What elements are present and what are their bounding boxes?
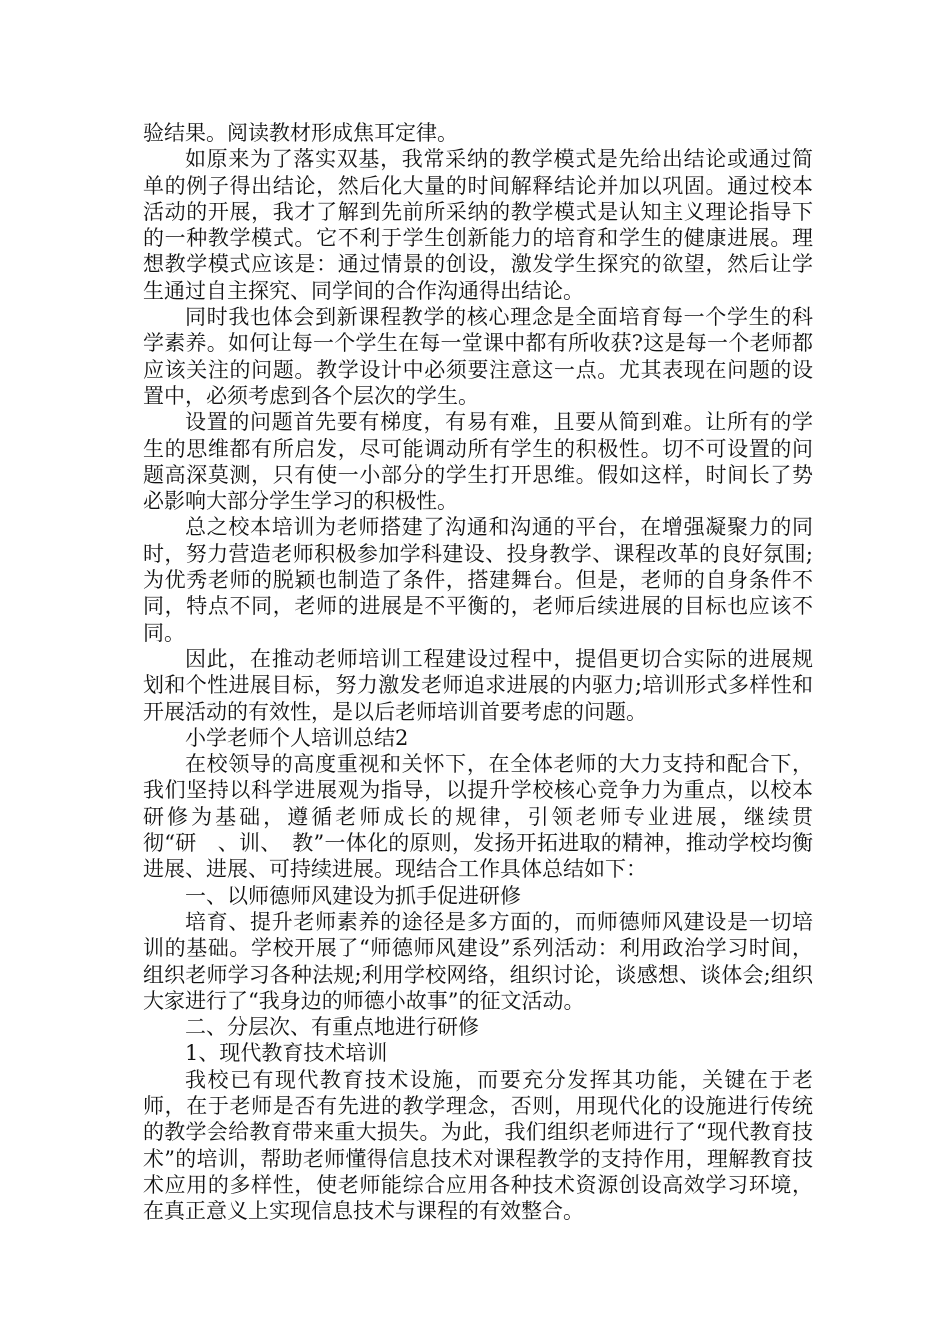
paragraph-10: 培育、提升老师素养的途径是多方面的，而师德师风建设是一切培训的基础。学校开展了“师德师风建设”系列活动：利用政治学习时间，组织老师学习各种法规;利用学校网络，组织讨论，谈感想、谈体会;组织大家进行了“我身边的师德小故事”的征文活动。 — [143, 909, 813, 1013]
heading-1: 一、以师德师风建设为抓手促进研修 — [185, 883, 521, 908]
paragraph-4: 设置的问题首先要有梯度，有易有难，且要从简到难。让所有的学生的思维都有所启发，尽可能调动所有学生的积极性。切不可设置的问题高深莫测，只有使一小部分的学生打开思维。假如这样，时间长了势必影响大部分学生学习的积极性。 — [143, 410, 813, 514]
paragraph-1: 验结果。阅读教材形成焦耳定律。 — [143, 121, 458, 145]
section-title: 小学老师个人培训总结2 — [185, 725, 409, 750]
paragraph-5: 总之校本培训为老师搭建了沟通和沟通的平台，在增强凝聚力的同时，努力营造老师积极参加学科建设、投身教学、课程改革的良好氛围;为优秀老师的脱颖也制造了条件，搭建舞台。但是，老师的自身条件不同，特点不同，老师的进展是不平衡的，老师后续进展的目标也应该不同。 — [143, 515, 813, 645]
paragraph-2: 如原来为了落实双基，我常采纳的教学模式是先给出结论或通过简单的例子得出结论，然后化大量的时间解释结论并加以巩固。通过校本活动的开展，我才了解到先前所采纳的教学模式是认知主义理论指导下的一种教学模式。它不利于学生创新能力的培育和学生的健康进展。理想教学模式应该是：通过情景的创设，激发学生探究的欲望，然后让学生通过自主探究、同学间的合作沟通得出结论。 — [143, 147, 813, 303]
document-body — [143, 120, 813, 1224]
paragraph-3: 同时我也体会到新课程教学的核心理念是全面培育每一个学生的科学素养。如何让每一个学生在每一堂课中都有所收获?这是每一个老师都应该关注的问题。教学设计中必须要注意这一点。尤其表现在问题的设置中，必须考虑到各个层次的学生。 — [143, 305, 813, 408]
paragraph-13: 我校已有现代教育技术设施，而要充分发挥其功能，关键在于老师，在于老师是否有先进的教学理念，否则，用现代化的设施进行传统的教学会给教育带来重大损失。为此，我们组织老师进行了“现代教育技术”的培训，帮助老师懂得信息技术对课程教学的支持作用，理解教育技术应用的多样性，使老师能综合应用各种技术资源创设高效学习环境，在真正意义上实现信息技术与课程的有效整合。 — [143, 1067, 813, 1224]
paragraph-6: 因此，在推动老师培训工程建设过程中，提倡更切合实际的进展规划和个性进展目标，努力激发老师追求进展的内驱力;培训形式多样性和开展活动的有效性，是以后老师培训首要考虑的问题。 — [143, 646, 813, 724]
paragraph-8: 在校领导的高度重视和关怀下，在全体老师的大力支持和配合下，我们坚持以科学进展观为指导，以提升学校核心竞争力为重点，以校本研修为基础，遵循老师成长的规律，引领老师专业进展，继续贯彻“研 、训、 教”一体化的原则，发扬开拓进取的精神，推动学校均衡进展、进展、可持续进展。现结合工作具体总结如下： — [143, 752, 813, 882]
subheading-1: 1、现代教育技术培训 — [185, 1041, 388, 1066]
heading-2: 二、分层次、有重点地进行研修 — [185, 1015, 479, 1040]
